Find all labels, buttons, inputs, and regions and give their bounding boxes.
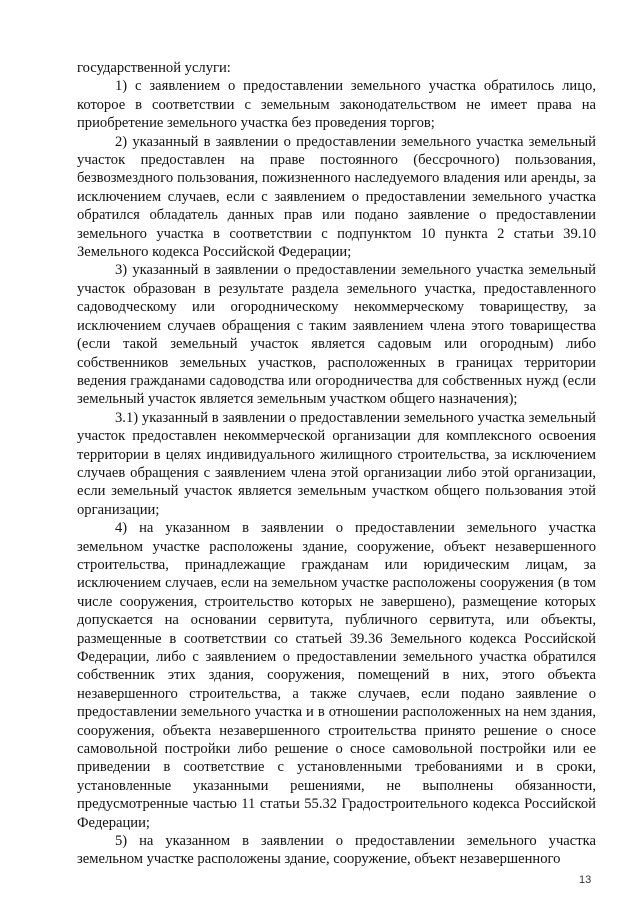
paragraph-item-4: 4) на указанном в заявлении о предоставлении земельного участка земельном участке расположены здание, сооружение, объект незавершенного строительства, принадлежащие гражданам или юридическим лицам, за исключением случаев, если на земельном участке расположены сооружения (в том числе сооружения, строительство которых не завершено), размещение которых допускается на основании сервитута, публичного сервитута, или объекты, размещенные в соответствии со статьей 39.36 Земельного кодекса Российской Федерации, либо с заявлением о предоставлении земельного участка обратился собственник этих здания, сооружения, помещений в них, этого объекта незавершенного строительства, а также случаев, если подано заявление о предоставлении земельного участка и в отношении расположенных на нем здания, сооружения, объекта незавершенного строительства принято решение о сносе самовольной постройки либо решение о сносе самовольной постройки или ее приведении в соответствие с установленными требованиями и в сроки, установленные указанными решениями, не выполнены обязанности, предусмотренные частью 11 статьи 55.32 Градостроительного кодекса Российской Федерации; <box>77 520 596 831</box>
paragraph-continuation: государственной услуги: <box>77 60 231 76</box>
document-body <box>77 59 596 869</box>
paragraph-item-3-1: 3.1) указанный в заявлении о предоставлении земельного участка земельный участок предоставлен некоммерческой организации для комплексного освоения территории в целях индивидуального жилищного строительства, за исключением случаев обращения с заявлением члена этой организации либо этой организации, если земельный участок является земельным участком общего пользования этой организации; <box>77 409 596 518</box>
paragraph-item-3: 3) указанный в заявлении о предоставлении земельного участка земельный участок образован в результате раздела земельного участка, предоставленного садоводческому или огородническому некоммерческому товариществу, за исключением случаев обращения с таким заявлением члена этого товарищества (если такой земельный участок является садовым или огородным) либо собственников земельных участков, расположенных в границах территории ведения гражданами садоводства или огородничества для собственных нужд (если земельный участок является земельным участком общего назначения); <box>77 262 596 408</box>
paragraph-item-5: 5) на указанном в заявлении о предоставлении земельного участка земельном участке расположены здание, сооружение, объект незавершенного <box>77 833 596 868</box>
page-number: 13 <box>579 874 592 886</box>
paragraph-item-2: 2) указанный в заявлении о предоставлении земельного участка земельный участок предоставлен на праве постоянного (бессрочного) пользования, безвозмездного пользования, пожизненного наследуемого владения или аренды, за исключением случаев, если с заявлением о предоставлении земельного участка обратился обладатель данных прав или подано заявление о предоставлении земельного участка в соответствии с подпунктом 10 пункта 2 статьи 39.10 Земельного кодекса Российской Федерации; <box>77 133 596 261</box>
paragraph-item-1: 1) с заявлением о предоставлении земельного участка обратилось лицо, которое в соответствии с земельным законодательством не имеет права на приобретение земельного участка без проведения торгов; <box>77 78 596 132</box>
